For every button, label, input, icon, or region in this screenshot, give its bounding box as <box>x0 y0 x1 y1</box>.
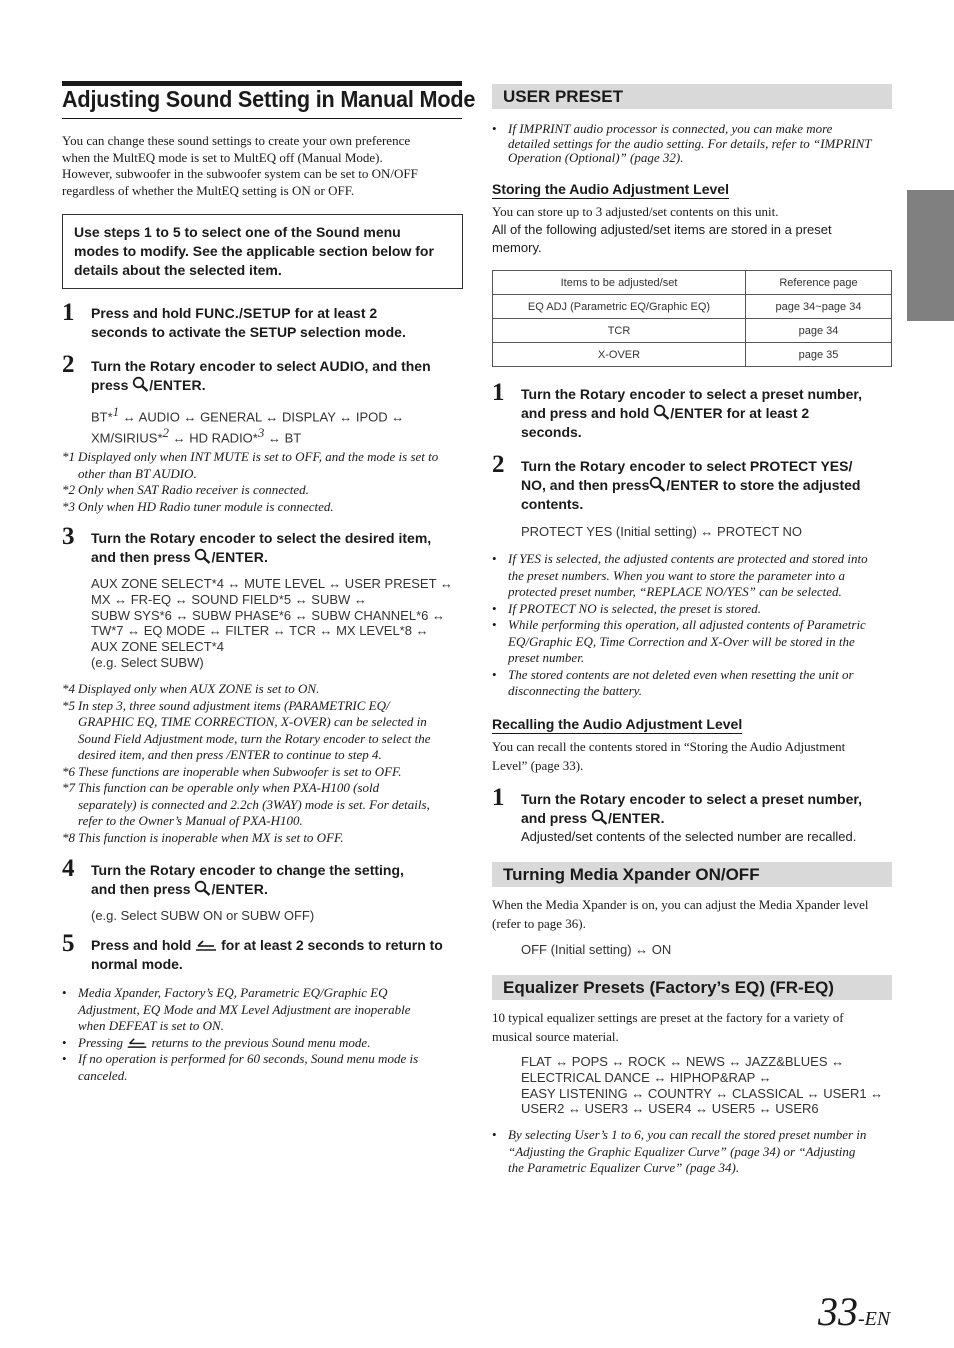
footnotes-4-8: *4 Displayed only when AUX ZONE is set to ON. *5 In step 3, three sound adjustment items (PARAMETRIC EQ/ GRAPHIC EQ, TIME CORRECTION, X-OVER) can be selected in Sound Field Adjustment mode, turn the Rotary encoder to select the desired item, and then press /ENTER to continue to step 4. *6 These functions are inoperable when Subwoofer is set to OFF. *7 This function can be operable only when PXA-H100 (sold separately) is connected and 2.2ch (3WAY) mode is set. For details, refer to the Owner’s Manual of PXA-H100. *8 This function is inoperable when MX is set to OFF. <box>62 681 431 845</box>
storing-heading: Storing the Audio Adjustment Level <box>492 181 729 197</box>
return-icon <box>126 1036 148 1049</box>
title-bottom-rule <box>62 118 462 119</box>
section-user-preset: USER PRESET <box>492 84 892 109</box>
list-item: • If YES is selected, the adjusted contents are protected and stored into the preset numbers. When you want to store the parameter into a protected preset number, “REPLACE NO/YES” can be selected. <box>492 551 868 599</box>
step-3-text: Turn the Rotary encoder to select the desired item, and then press /ENTER. <box>91 530 432 565</box>
step-4-sequence: (e.g. Select SUBW ON or SUBW OFF) <box>91 908 315 923</box>
list-item: • The stored contents are not deleted even when resetting the unit or disconnecting the battery. <box>492 666 854 698</box>
adjusted-items-table <box>492 270 892 367</box>
freq-note: • By selecting User’s 1 to 6, you can recall the stored preset number in “Adjusting the Graphic Equalizer Curve” (page 34) or “Adjusting the Parametric Equalizer Curve” (page 34). <box>492 1127 867 1175</box>
search-icon <box>653 404 670 420</box>
step-3-number: 3 <box>62 523 75 550</box>
r-step-2-number: 2 <box>492 451 505 478</box>
step-2-sequence: BT*$^1$ ↔ AUDIO ↔ GENERAL ↔ DISPLAY ↔ IPOD ↔ XM/SIRIUS*$^2$ ↔ HD RADIO*$^3$ ↔ BT <box>91 404 405 446</box>
recall-paragraph: You can recall the contents stored in “Storing the Audio Adjustment Level” (page 33). <box>492 739 846 773</box>
page-number: 33-EN <box>818 1289 891 1334</box>
list-item: • Pressing returns to the previous Sound menu mode. <box>62 1034 371 1050</box>
section-fr-eq: Equalizer Presets (Factory’s EQ) (FR-EQ) <box>492 975 892 1000</box>
freq-sequence: FLAT ↔ POPS ↔ ROCK ↔ NEWS ↔ JAZZ&BLUES ↔ ELECTRICAL DANCE ↔ HIPHOP&RAP ↔ EASY LISTENING ↔ COUNTRY ↔ CLASSICAL ↔ USER1 ↔ USER2 ↔ USER3 ↔ USER4 ↔ USER5 ↔ USER6 <box>521 1054 884 1117</box>
step-4-text: Turn the Rotary encoder to change the setting, and then press /ENTER. <box>91 862 404 897</box>
table-row: EQ ADJ (Parametric EQ/Graphic EQ) page 34~page 34 <box>493 295 892 319</box>
r-step-2-sequence: PROTECT YES (Initial setting) ↔ PROTECT NO <box>521 524 803 539</box>
step-4-number: 4 <box>62 855 75 882</box>
footnotes-1-3: *1 Displayed only when INT MUTE is set to OFF, and the mode is set to other than BT AUDIO. *2 Only when SAT Radio receiver is connected. *3 Only when HD Radio tuner module is connected. <box>62 449 439 514</box>
freq-paragraph: 10 typical equalizer settings are preset at the factory for a variety of musical source material. <box>492 1010 844 1044</box>
table-row: TCR page 34 <box>493 319 892 343</box>
list-item: • While performing this operation, all adjusted contents of Parametric EQ/Graphic EQ, Time Correction and X-Over will be stored in the preset number. <box>492 617 866 665</box>
side-tab-marker <box>907 190 954 321</box>
recall-heading: Recalling the Audio Adjustment Level <box>492 716 743 732</box>
storing-paragraph-2: All of the following adjusted/set items are stored in a preset memory. <box>492 222 832 255</box>
return-icon <box>195 938 217 952</box>
list-item: • If PROTECT NO is selected, the preset is stored. <box>492 600 761 616</box>
step-5-number: 5 <box>62 930 75 957</box>
mx-paragraph: When the Media Xpander is on, you can adjust the Media Xpander level (refer to page 36). <box>492 897 869 931</box>
page-title: Adjusting Sound Setting in Manual Mode <box>62 86 476 112</box>
recall-step-1-text: Turn the Rotary encoder to select a preset number, and press /ENTER. Adjusted/set contents of the selected number are recalled. <box>521 791 862 844</box>
r-step-2-text: Turn the Rotary encoder to select PROTECT YES/ NO, and then press /ENTER to store the adjusted contents. <box>521 458 861 512</box>
step-3-sequence: AUX ZONE SELECT*4 ↔ MUTE LEVEL ↔ USER PRESET ↔ MX ↔ FR-EQ ↔ SOUND FIELD*5 ↔ SUBW ↔ SUBW SYS*6 ↔ SUBW PHASE*6 ↔ SUBW CHANNEL*6 ↔ TW*7 ↔ EQ MODE ↔ FILTER ↔ TCR ↔ MX LEVEL*8 ↔ AUX ZONE SELECT*4 (e.g. Select SUBW) <box>91 576 453 670</box>
step-1-number: 1 <box>62 299 75 326</box>
step-2-number: 2 <box>62 351 75 378</box>
step-5-text: Press and hold for at least 2 seconds to return to normal mode. <box>91 937 443 972</box>
protect-notes-list <box>492 551 893 700</box>
step-1-text: Press and hold FUNC./SETUP for at least 2 seconds to activate the SETUP selection mode. <box>91 305 406 340</box>
r-step-1-number: 1 <box>492 379 505 406</box>
table-row: X-OVER page 35 <box>493 343 892 367</box>
step-2-text: Turn the Rotary encoder to select AUDIO, and then press /ENTER. <box>91 358 431 393</box>
list-item: • Media Xpander, Factory’s EQ, Parametric EQ/Graphic EQ Adjustment, EQ Mode and MX Level Adjustment are inoperable when DEFEAT is set to ON. <box>62 985 411 1033</box>
instruction-box: Use steps 1 to 5 to select one of the Sound menu modes to modify. See the applicable section below for details about the selected item. <box>62 214 463 289</box>
table-header-row: Items to be adjusted/set Reference page <box>493 271 892 295</box>
mx-sequence: OFF (Initial setting) ↔ ON <box>521 942 672 957</box>
search-icon <box>194 548 211 564</box>
search-icon <box>194 880 211 896</box>
recall-step-1-number: 1 <box>492 784 505 811</box>
list-item: • If no operation is performed for 60 seconds, Sound menu mode is canceled. <box>62 1051 419 1083</box>
storing-paragraph-1: You can store up to 3 adjusted/set contents on this unit. <box>492 204 779 219</box>
section-media-xpander: Turning Media Xpander ON/OFF <box>492 862 892 887</box>
r-step-1-text: Turn the Rotary encoder to select a preset number, and press and hold /ENTER for at least 2 seconds. <box>521 386 862 440</box>
search-icon <box>132 376 149 392</box>
search-icon <box>649 476 666 492</box>
imprint-note: • If IMPRINT audio processor is connected, you can make more detailed settings for the audio setting. For details, refer to “IMPRINT Operation (Optional)” (page 32). <box>492 121 872 165</box>
search-icon <box>591 809 608 825</box>
intro-paragraph: You can change these sound settings to create your own preference when the MultEQ mode is set to MultEQ off (Manual Mode). However, subwoofer in the subwoofer system can be set to ON/OFF regardless of whether the MultEQ setting is ON or OFF. <box>62 133 418 198</box>
left-notes-list <box>62 985 463 1084</box>
